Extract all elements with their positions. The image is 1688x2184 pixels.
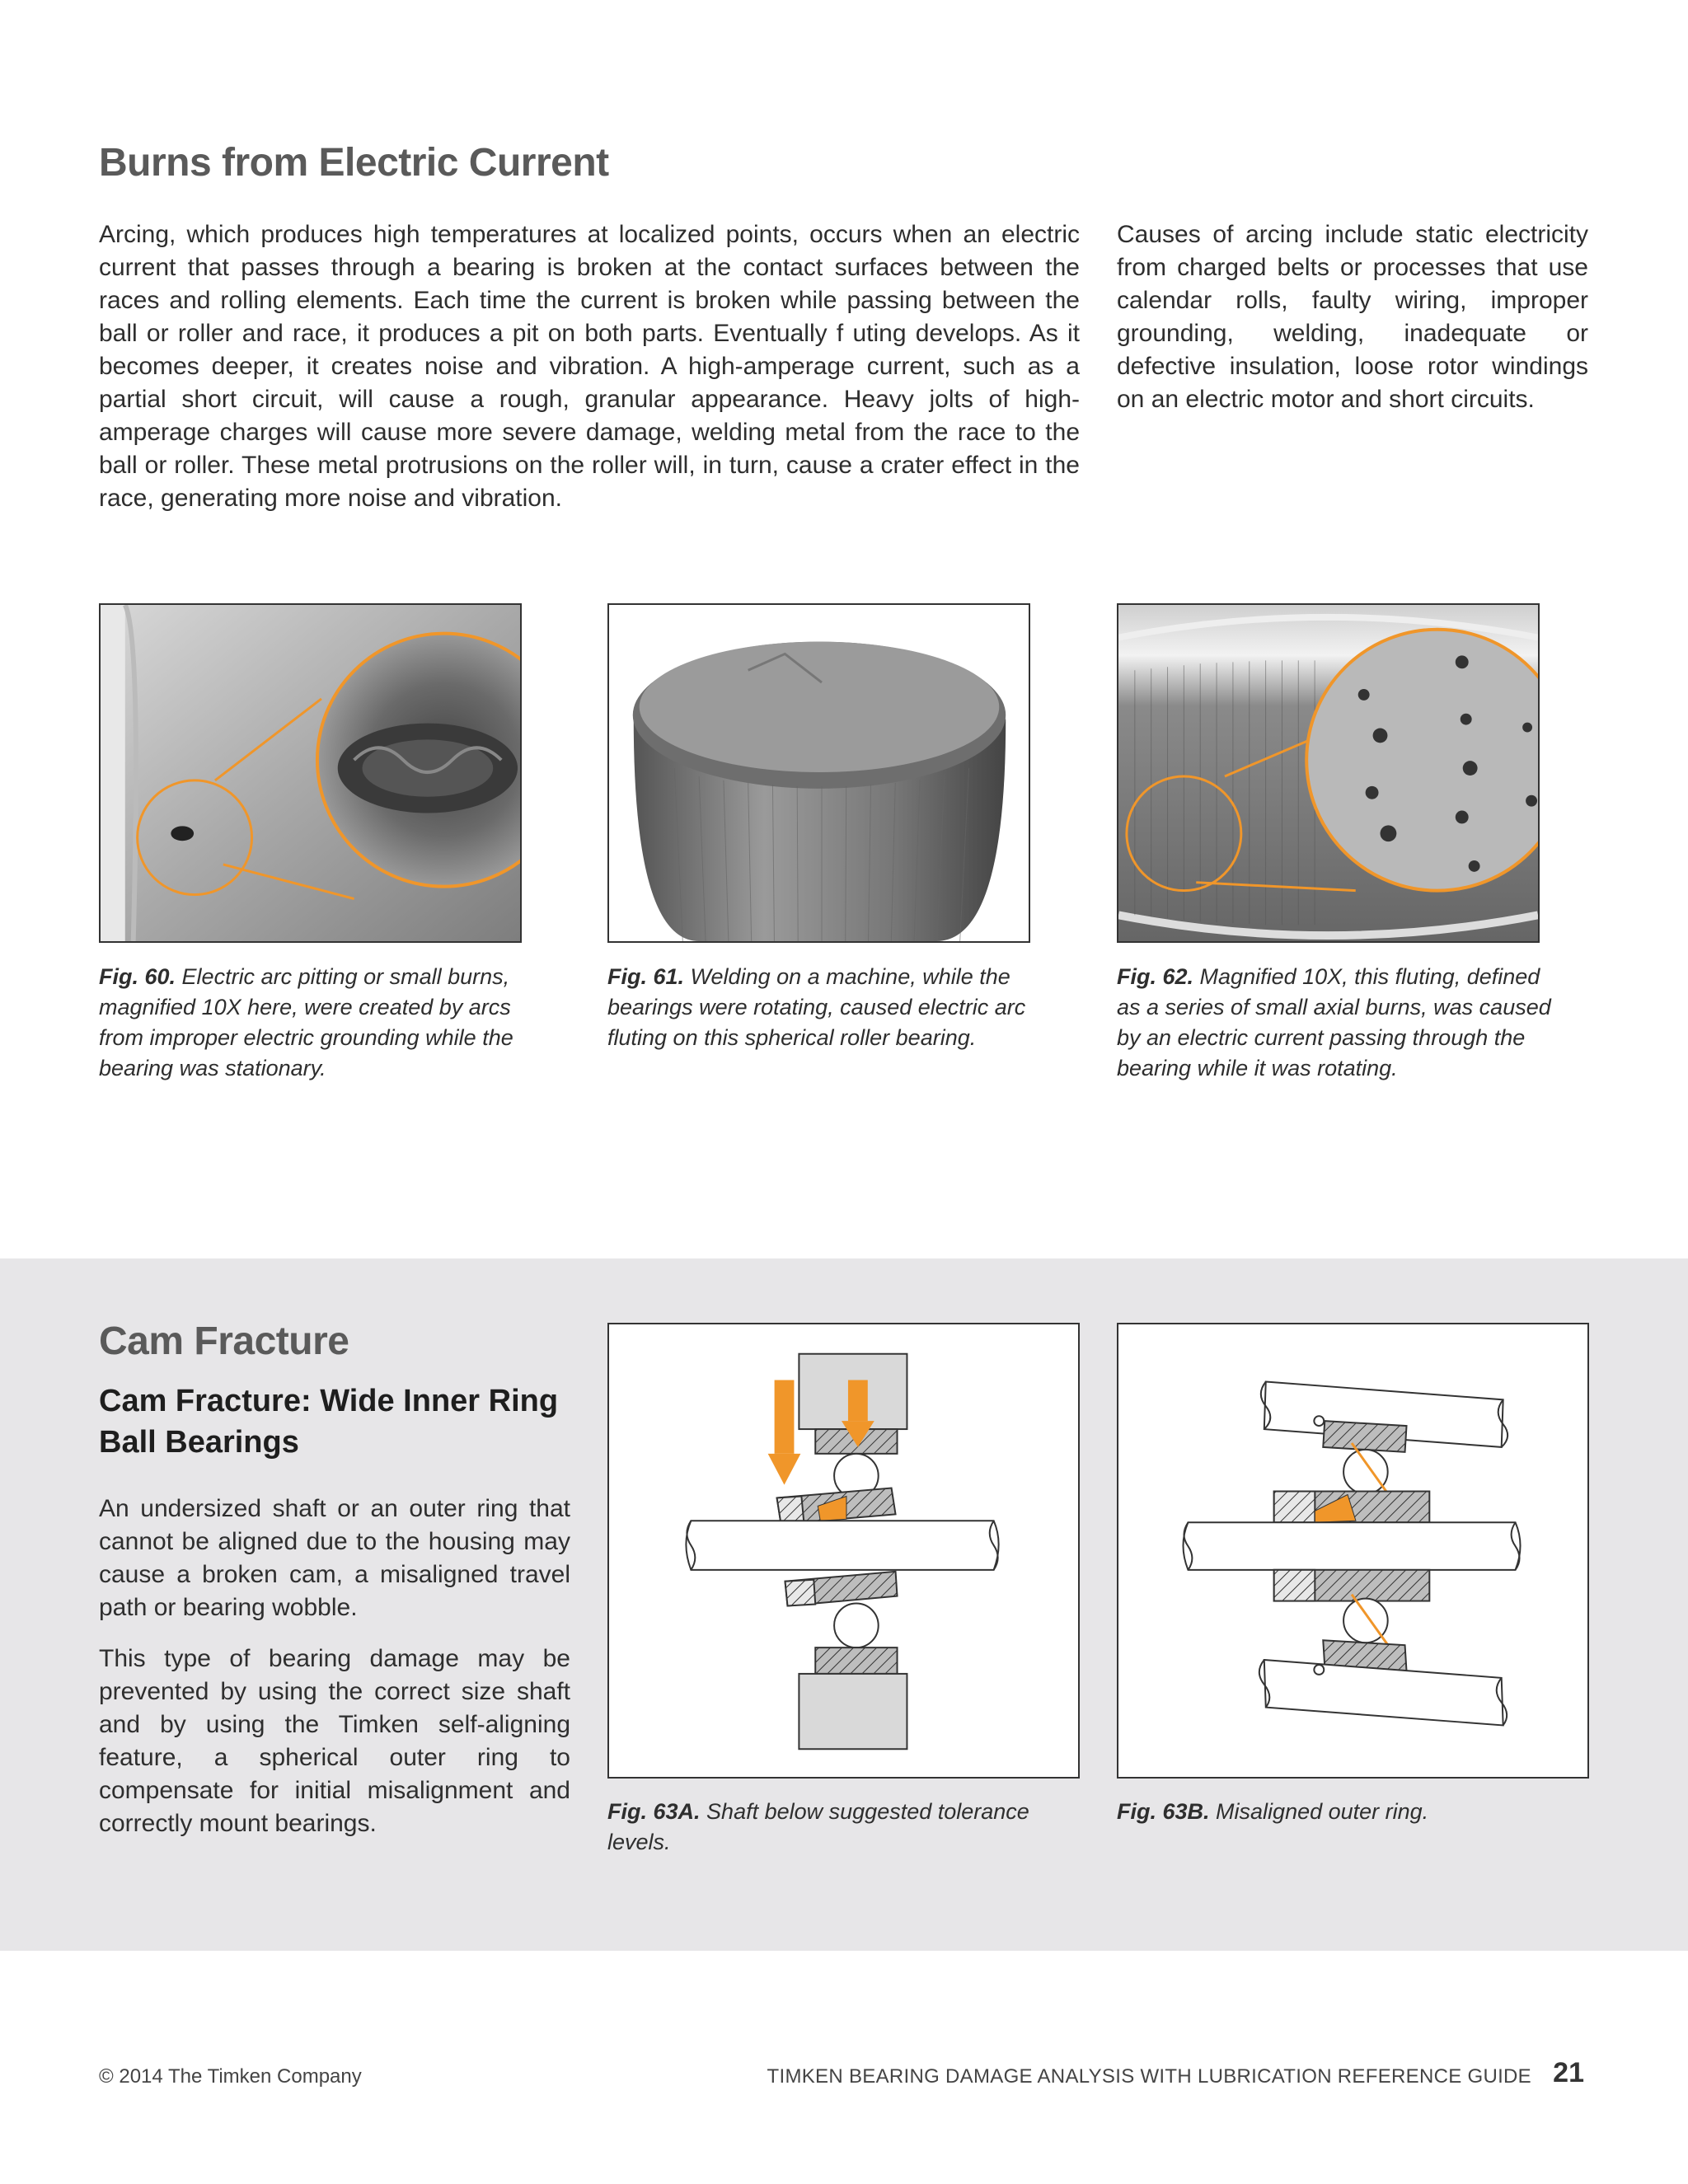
burns-paragraph-left: Arcing, which produces high temperatures at localized points, occurs when an electric current that passes through a bearing is broken at the contact surfaces between the races and rolling elements. Each time the current is broken while passing between the ball or roller and race, it produces a pit on both parts. Eventually f uting develops. As it becomes deeper, it creates noise and vibration. A high-amperage current, such as a partial short circuit, will cause a rough, granular appearance. Heavy jolts of high-amperage charges will cause more severe damage, welding metal from the race to the ball or roller. These metal protrusions on the roller will, in turn, cause a crater effect in the race, generating more noise and vibration.	[99, 221, 1080, 512]
fig63b-label: Fig. 63B.	[1117, 1799, 1210, 1824]
fig62-caption	[1117, 962, 1562, 1084]
fig61-text: Welding on a machine, while the bearings were rotating, caused electric arc fluting on this spherical roller bearing.	[607, 964, 1026, 1050]
cam-paragraph-2: This type of bearing damage may be prevented by using the correct size shaft and by using the Timken self-aligning feature, a spherical outer ring to compensate for initial misalignment and correctly mount bearings.	[99, 1645, 570, 1837]
fig60-caption	[99, 962, 528, 1084]
fig63b-text: Misaligned outer ring.	[1216, 1799, 1429, 1824]
fig63a-label: Fig. 63A.	[607, 1799, 701, 1824]
fig61-caption	[607, 962, 1036, 1053]
fig62-label: Fig. 62.	[1117, 964, 1194, 989]
section-title-burns: Burns from Electric Current	[99, 141, 609, 185]
cam-fracture-subtitle: Cam Fracture: Wide Inner Ring Ball Bearings	[99, 1384, 559, 1460]
burns-paragraph-right: Causes of arcing include static electricity from charged belts or processes that use calendar rolls, faulty wiring, improper grounding, welding, inadequate or defective insulation, loose rotor windings on an electric motor and short circuits.	[1117, 221, 1588, 413]
fig60-text: Electric arc pitting or small burns, magnified 10X here, were created by arcs from improper electric grounding while the bearing was stationary.	[99, 964, 513, 1080]
fig62-text: Magnified 10X, this fluting, defined as a series of small axial burns, was caused by an electric current passing through the bearing while it was rotating.	[1117, 964, 1551, 1080]
section-title-cam-fracture: Cam Fracture	[99, 1319, 349, 1363]
page-number: 21	[1553, 2057, 1584, 2088]
fig61-photo	[607, 603, 1030, 943]
fig60-label: Fig. 60.	[99, 964, 176, 989]
fig63b-diagram	[1117, 1323, 1589, 1779]
footer-guide-title: TIMKEN BEARING DAMAGE ANALYSIS WITH LUBRICATION REFERENCE GUIDE	[767, 2065, 1531, 2088]
fig63a-text: Shaft below suggested tolerance levels.	[607, 1799, 1029, 1854]
fig63a-diagram	[607, 1323, 1080, 1779]
cam-paragraph-1: An undersized shaft or an outer ring that cannot be aligned due to the housing may cause a broken cam, a misaligned travel path or bearing wobble.	[99, 1495, 570, 1621]
fig60-photo	[99, 603, 522, 943]
fig62-photo	[1117, 603, 1540, 943]
fig63b-caption	[1117, 1797, 1562, 1827]
fig61-label: Fig. 61.	[607, 964, 685, 989]
footer-copyright: © 2014 The Timken Company	[99, 2065, 362, 2088]
fig63a-caption	[607, 1797, 1036, 1858]
